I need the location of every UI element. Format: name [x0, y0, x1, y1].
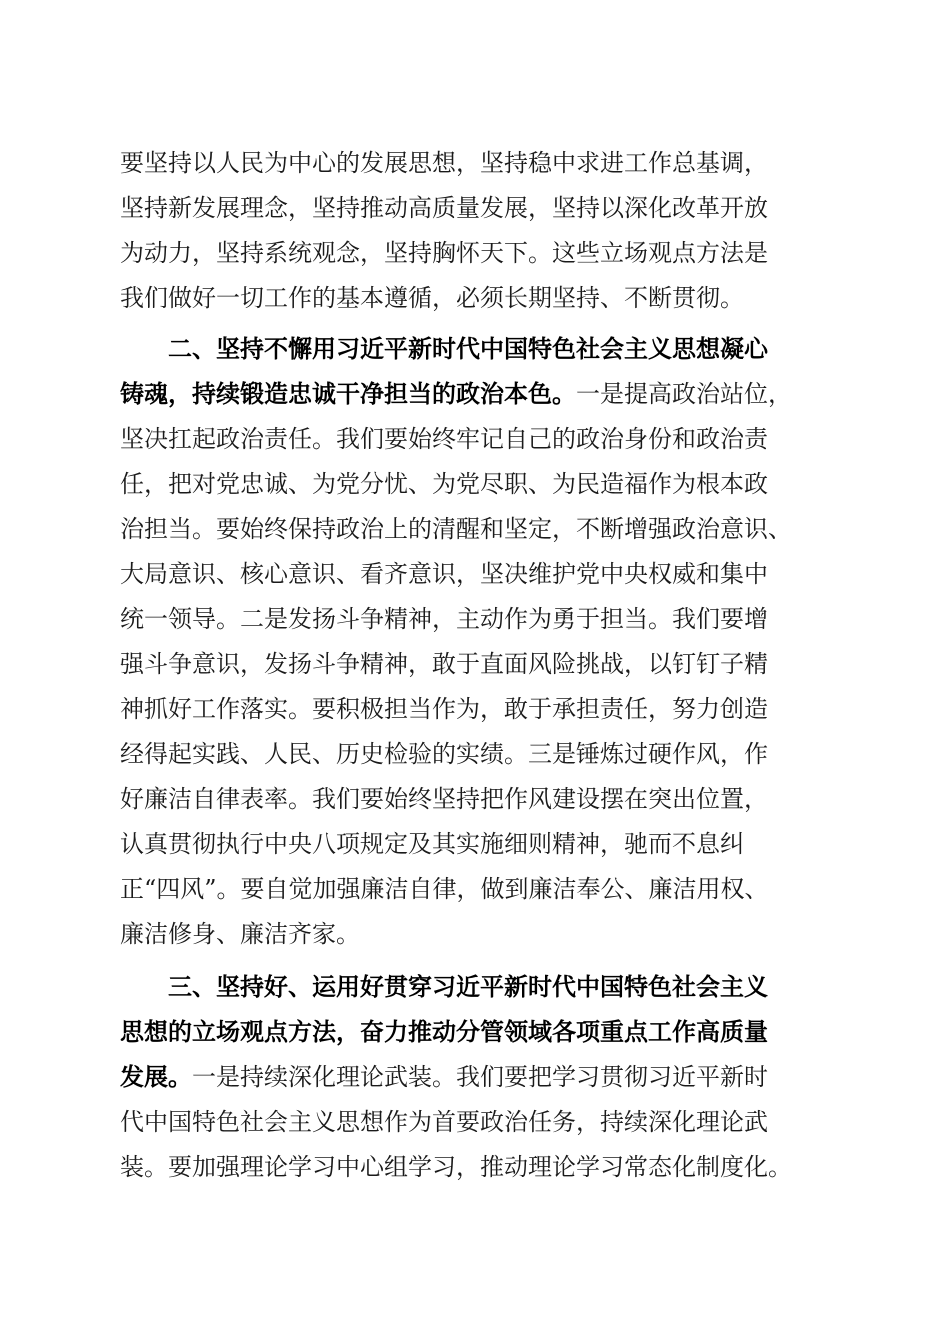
text-line: 大局意识、核心意识、看齐意识，坚决维护党中央权威和集中 — [120, 560, 768, 588]
text-line: 认真贯彻执行中央八项规定及其实施细则精神，驰而不息纠 — [120, 830, 744, 858]
text-line: 代中国特色社会主义思想作为首要政治任务，持续深化理论武 — [120, 1108, 768, 1136]
text-line: 治担当。要始终保持政治上的清醒和坚定，不断增强政治意识、 — [120, 515, 792, 543]
text-line: 坚决扛起政治责任。我们要始终牢记自己的政治身份和政治责 — [120, 425, 768, 453]
text-line — [120, 372, 840, 417]
text-line: 正“四风”。要自觉加强廉洁自律，做到廉洁奉公、廉洁用权、 — [120, 875, 769, 903]
section-three-heading-line2: 思想的立场观点方法，奋力推动分管领域各项重点工作高质量 — [120, 1018, 768, 1046]
section-three-heading-line3: 发展。 — [120, 1063, 192, 1091]
section-three-heading-line1: 三、坚持好、运用好贯穿习近平新时代中国特色社会主义 — [168, 973, 768, 1001]
document-body — [120, 141, 840, 1190]
text-line: 任，把对党忠诚、为党分忧、为党尽职、为民造福作为根本政 — [120, 470, 768, 498]
text-line — [120, 1010, 840, 1055]
section-two-heading — [120, 327, 840, 372]
text-line — [120, 1055, 840, 1100]
text-line: 强斗争意识，发扬斗争精神，敢于直面风险挑战，以钉钉子精 — [120, 650, 768, 678]
text-line: 装。要加强理论学习中心组学习，推动理论学习常态化制度化。 — [120, 1153, 792, 1181]
paragraph-intro — [120, 141, 840, 321]
text-line: 为动力，坚持系统观念，坚持胸怀天下。这些立场观点方法是 — [120, 239, 768, 267]
section-two-heading-line1: 二、坚持不懈用习近平新时代中国特色社会主义思想凝心 — [168, 335, 768, 363]
text-line: 要坚持以人民为中心的发展思想，坚持稳中求进工作总基调， — [120, 149, 768, 177]
section-three-text-start: 一是持续深化理论武装。我们要把学习贯彻习近平新时 — [192, 1063, 768, 1091]
section-two-text-start: 一是提高政治站位， — [576, 380, 792, 408]
text-line: 廉洁修身、廉洁齐家。 — [120, 920, 360, 948]
text-line: 神抓好工作落实。要积极担当作为，敢于承担责任，努力创造 — [120, 695, 768, 723]
section-two — [120, 327, 840, 957]
text-line: 我们做好一切工作的基本遵循，必须长期坚持、不断贯彻。 — [120, 284, 744, 312]
section-three-heading — [120, 965, 840, 1010]
section-two-heading-line2: 铸魂，持续锻造忠诚干净担当的政治本色。 — [120, 380, 576, 408]
text-line: 好廉洁自律表率。我们要始终坚持把作风建设摆在突出位置， — [120, 785, 768, 813]
text-line: 经得起实践、人民、历史检验的实绩。三是锤炼过硬作风，作 — [120, 740, 768, 768]
text-line: 统一领导。二是发扬斗争精神，主动作为勇于担当。我们要增 — [120, 605, 768, 633]
section-three — [120, 965, 840, 1190]
text-line: 坚持新发展理念，坚持推动高质量发展，坚持以深化改革开放 — [120, 194, 768, 222]
